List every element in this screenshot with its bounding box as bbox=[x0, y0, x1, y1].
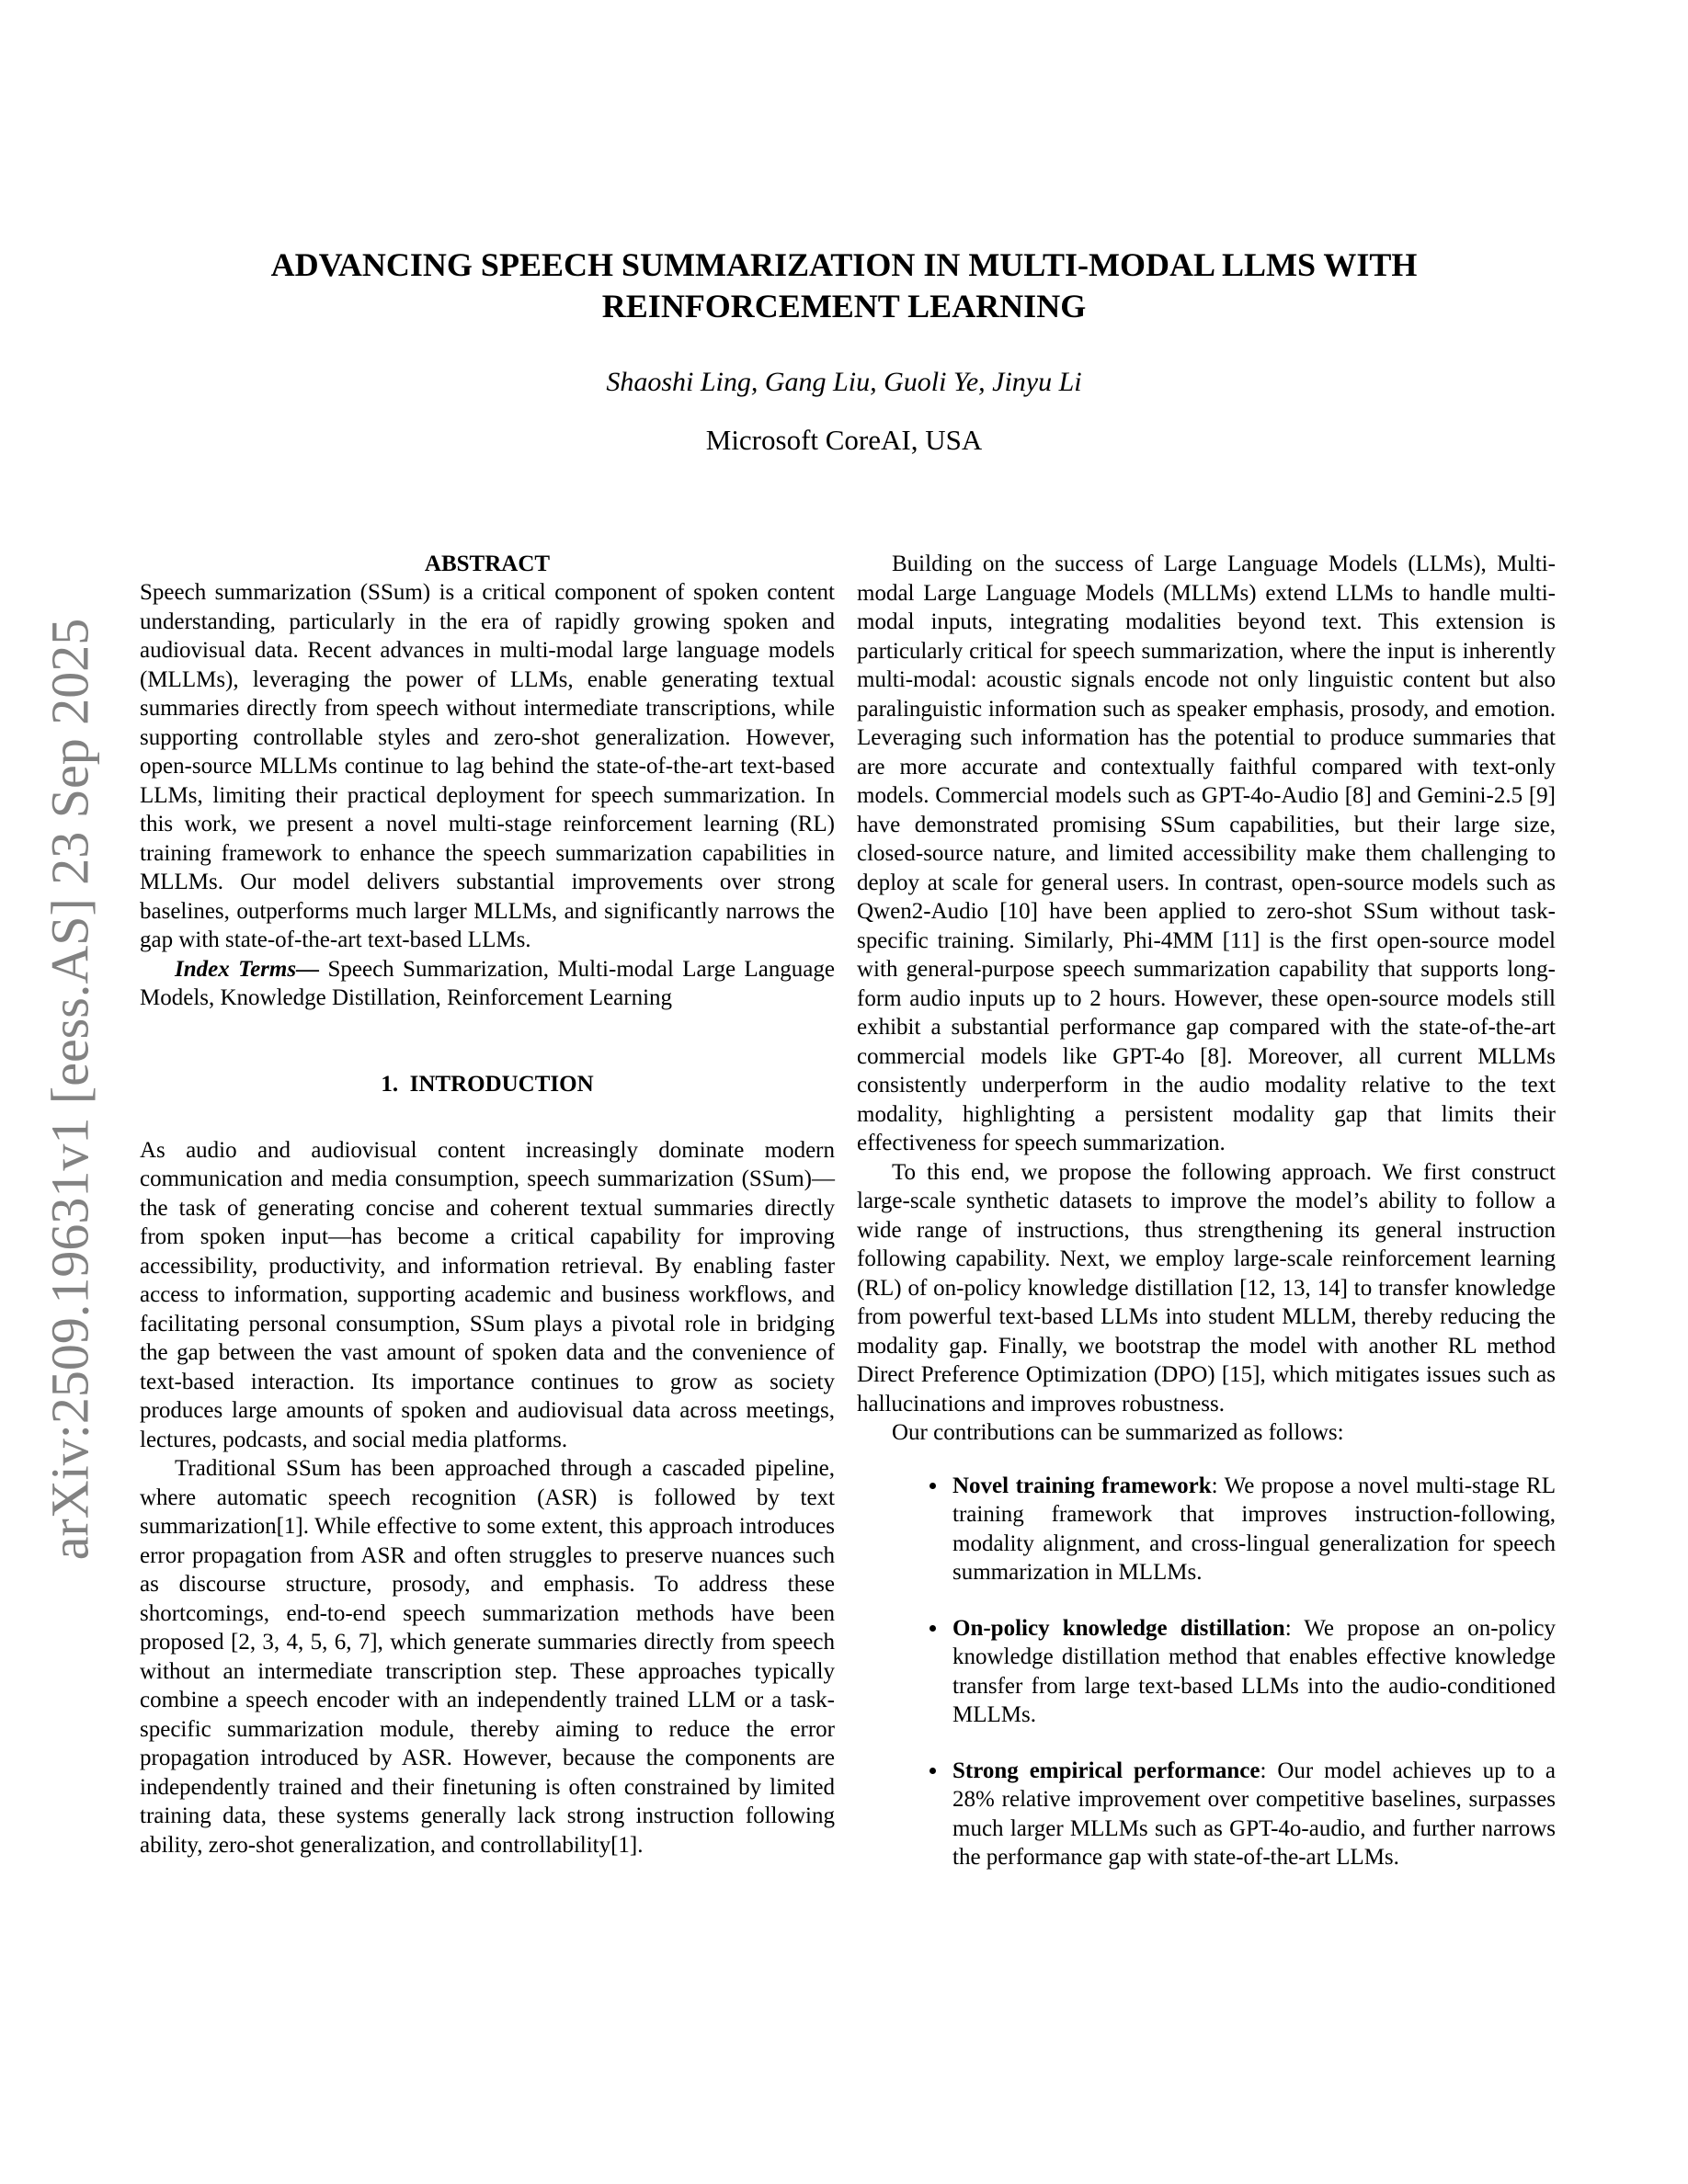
contributions-list bbox=[857, 1472, 1556, 1872]
contribution-item-novel-training-framework bbox=[949, 1472, 1556, 1587]
contribution-label: Novel training framework bbox=[952, 1473, 1212, 1498]
contributions-lead: Our contributions can be summarized as follows: bbox=[892, 1420, 1344, 1445]
affiliation-line: Microsoft CoreAI, USA bbox=[705, 424, 983, 456]
intro-paragraph-1: As audio and audiovisual content increasingly dominate modern communication and media consumption, speech summarization (SSum)—the task of generating concise and coherent textual summaries directly from spoken input—has become a critical capability for improving accessibility, productivity, and information retrieval. By enabling faster access to information, supporting academic and business workflows, and facilitating personal consumption, SSum plays a pivotal role in bridging the gap between the vast amount of spoken data and the convenience of text-based interaction. Its importance continues to grow as society produces large amounts of spoken and audiovisual data across meetings, lectures, podcasts, and social media platforms. bbox=[140, 1137, 835, 1452]
right-column bbox=[857, 550, 1556, 1899]
mllm-background-paragraph: Building on the success of Large Language Models (LLMs), Multi-modal Large Language Models (MLLMs) extend LLMs to handle multi-modal inputs, integrating modalities beyond text. This extension is particularly critical for speech summarization, where the input is inherently multi-modal: acoustic signals encode not only linguistic content but also paralinguistic information such as speaker emphasis, prosody, and emotion. Leveraging such information has the potential to produce summaries that are more accurate and contextually faithful compared with text-only models. Commercial models such as GPT-4o-Audio [8] and Gemini-2.5 [9] have demonstrated promising SSum capabilities, but their large size, closed-source nature, and limited accessibility make them challenging to deploy at scale for general users. In contrast, open-source models such as Qwen2-Audio [10] have been applied to zero-shot SSum without task-specific training. Similarly, Phi-4MM [11] is the first open-source model with general-purpose speech summarization capability that supports long-form audio inputs up to 2 hours. However, these open-source models still exhibit a substantial performance gap compared with the state-of-the-art commercial models like GPT-4o [8]. Moreover, all current MLLMs consistently underperform in the audio modality relative to the text modality, highlighting a persistent modality gap that limits their effectiveness for speech summarization. bbox=[857, 552, 1556, 1155]
index-terms-label: Index Terms— bbox=[175, 956, 320, 982]
paper-title bbox=[0, 245, 1688, 327]
contribution-item-strong-empirical-performance bbox=[949, 1757, 1556, 1872]
index-terms bbox=[140, 955, 835, 1013]
index-terms-text: Speech Summarization, Multi-modal Large Language Models, Knowledge Distillation, Reinforcement Learning bbox=[140, 956, 835, 1010]
contribution-label: Strong empirical performance bbox=[952, 1757, 1260, 1783]
intro-paragraph-2: Traditional SSum has been approached through a cascaded pipeline, where automatic speech recognition (ASR) is followed by text summarization[1]. While effective to some extent, this approach introduces error propagation from ASR and often struggles to preserve nuances such as discourse structure, prosody, and emphasis. To address these shortcomings, end-to-end speech summarization methods have been proposed [2, 3, 4, 5, 6, 7], which generate summaries directly from speech without an intermediate transcription step. These approaches typically combine a speech encoder with an independently trained LLM or a task-specific summarization module, thereby aiming to reduce the error propagation introduced by ASR. However, because the components are independently trained and their finetuning is often constrained by limited training data, these systems generally lack strong instruction following ability, zero-shot generalization, and controllability[1]. bbox=[140, 1456, 835, 1858]
approach-paragraph: To this end, we propose the following approach. We first construct large-scale synthetic datasets to improve the model’s ability to follow a wide range of instructions, thus strengthening its general instruction following capability. Next, we employ large-scale reinforcement learning (RL) of on-policy knowledge distillation [12, 13, 14] to transfer knowledge from powerful text-based LLMs into student MLLM, thereby reducing the modality gap. Finally, we bootstrap the model with another RL method Direct Preference Optimization (DPO) [15], which mitigates issues such as hallucinations and improves robustness. bbox=[857, 1159, 1556, 1416]
arxiv-watermark: arXiv:2509.19631v1 [eess.AS] 23 Sep 2025 bbox=[40, 618, 100, 1561]
contribution-text: : We propose an on-policy knowledge distillation method that enables effective knowledge transfer from large text-based LLMs into the audio-conditioned MLLMs. bbox=[952, 1615, 1557, 1727]
introduction-heading: 1. INTRODUCTION bbox=[381, 1071, 594, 1097]
left-column bbox=[140, 550, 835, 1860]
contribution-item-on-policy-knowledge-distillation bbox=[949, 1614, 1556, 1730]
abstract-body: Speech summarization (SSum) is a critical component of spoken content understanding, particularly in the era of rapidly growing spoken and audiovisual data. Recent advances in multi-modal large language models (MLLMs), leveraging the power of LLMs, enable generating textual summaries directly from speech without intermediate transcriptions, while supporting controllable styles and zero-shot generalization. However, open-source MLLMs continue to lag behind the state-of-the-art text-based LLMs, limiting their practical deployment for speech summarization. In this work, we present a novel multi-stage reinforcement learning (RL) training framework to enhance the speech summarization capabilities in MLLMs. Our model delivers substantial improvements over strong baselines, outperforms much larger MLLMs, and significantly narrows the gap with state-of-the-art text-based LLMs. bbox=[140, 580, 835, 952]
paper-title-line1: ADVANCING SPEECH SUMMARIZATION IN MULTI-MODAL LLMS WITH bbox=[270, 246, 1418, 283]
contribution-text: : We propose a novel multi-stage RL training framework that improves instruction-following, modality alignment, and cross-lingual generalization for speech summarization in MLLMs. bbox=[952, 1473, 1556, 1585]
contribution-label: On-policy knowledge distillation bbox=[952, 1615, 1285, 1641]
authors-line: Shaoshi Ling, Gang Liu, Guoli Ye, Jinyu Li bbox=[606, 367, 1082, 397]
abstract-heading: ABSTRACT bbox=[424, 552, 551, 576]
paper-title-line2: REINFORCEMENT LEARNING bbox=[601, 288, 1087, 324]
contribution-text: : Our model achieves up to a 28% relative improvement over competitive baselines, surpasses much larger MLLMs such as GPT-4o-audio, and further narrows the performance gap with state-of-the-art LLMs. bbox=[952, 1757, 1556, 1870]
